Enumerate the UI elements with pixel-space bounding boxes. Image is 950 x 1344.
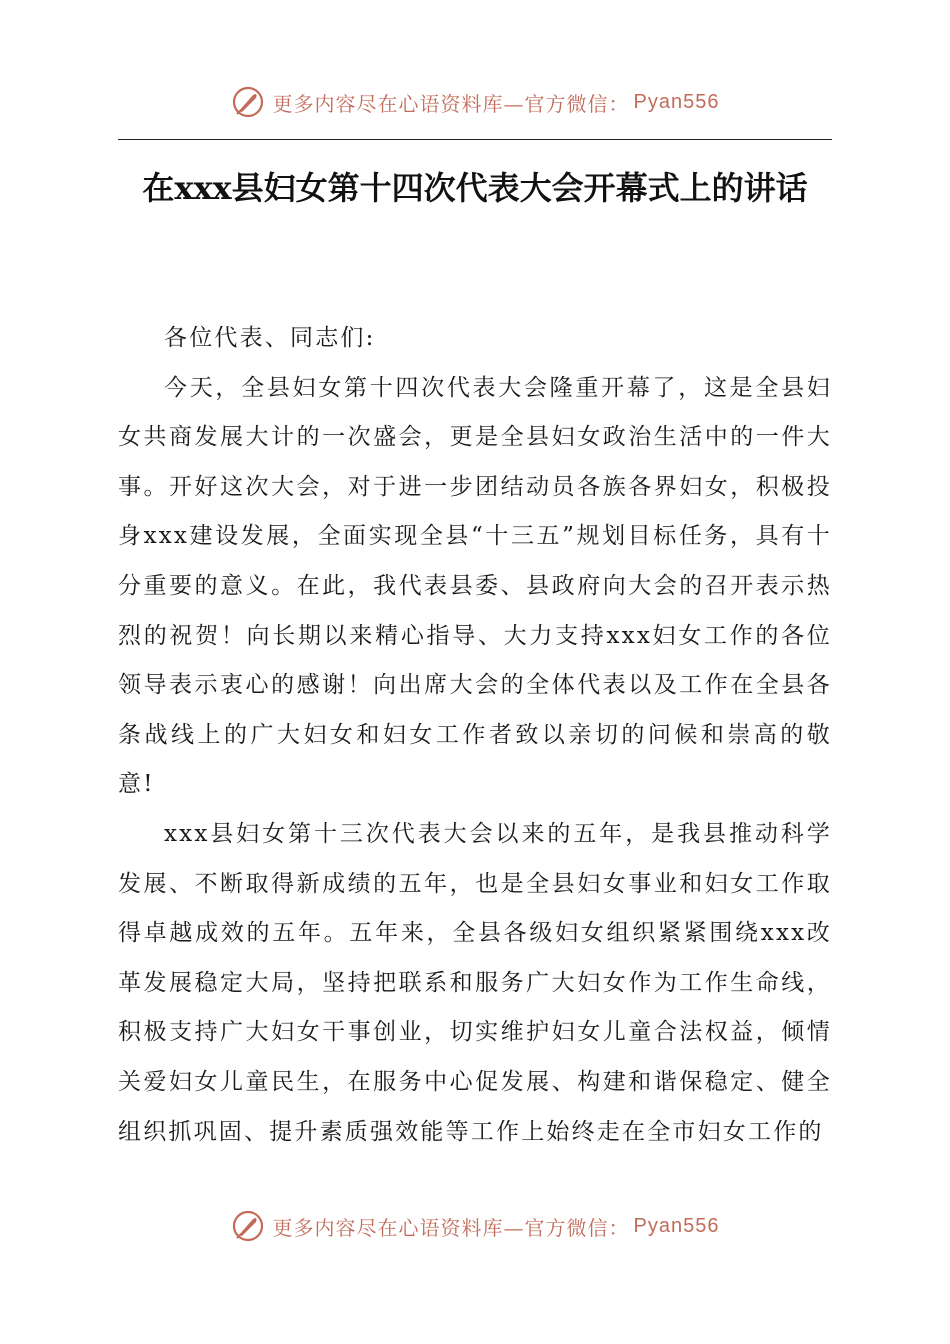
- watermark-wechat-id: Pyan556: [633, 90, 720, 113]
- document-body: [118, 314, 832, 1157]
- document-title: 在xxx县妇女第十四次代表大会开幕式上的讲话: [142, 169, 808, 207]
- paragraph-1: 今天，全县妇女第十四次代表大会隆重开幕了，这是全县妇女共商发展大计的一次盛会，更是全县妇女政治生活中的一件大事。开好这次大会，对于进一步团结动员各族各界妇女，积极投身xxx建设发展，全面实现全县“十三五”规划目标任务，具有十分重要的意义。在此，我代表县委、县政府向大会的召开表示热烈的祝贺！向长期以来精心指导、大力支持xxx妇女工作的各位领导表示衷心的感谢！向出席大会的全体代表以及工作在全县各条战线上的广大妇女和妇女工作者致以亲切的问候和崇高的敬意!: [118, 374, 832, 798]
- watermark-text: 更多内容尽在心语资料库—官方微信：: [272, 1215, 630, 1240]
- header-watermark: [0, 85, 950, 119]
- salutation: 各位代表、同志们:: [164, 325, 376, 351]
- footer-watermark: [0, 1209, 950, 1243]
- quill-logo-icon: [231, 85, 265, 119]
- header-divider: [118, 139, 832, 140]
- paragraph-2: xxx县妇女第十三次代表大会以来的五年，是我县推动科学发展、不断取得新成绩的五年，也是全县妇女事业和妇女工作取得卓越成效的五年。五年来，全县各级妇女组织紧紧围绕xxx改革发展稳定大局，坚持把联系和服务广大妇女作为工作生命线，积极支持广大妇女干事创业，切实维护妇女儿童合法权益，倾情关爱妇女儿童民生，在服务中心促发展、构建和谐保稳定、健全组织抓巩固、提升素质强效能等工作上始终走在全市妇女工作的: [118, 820, 832, 1145]
- watermark-text: 更多内容尽在心语资料库—官方微信：: [272, 91, 630, 116]
- quill-logo-icon: [231, 1209, 265, 1243]
- watermark-wechat-id: Pyan556: [633, 1214, 720, 1237]
